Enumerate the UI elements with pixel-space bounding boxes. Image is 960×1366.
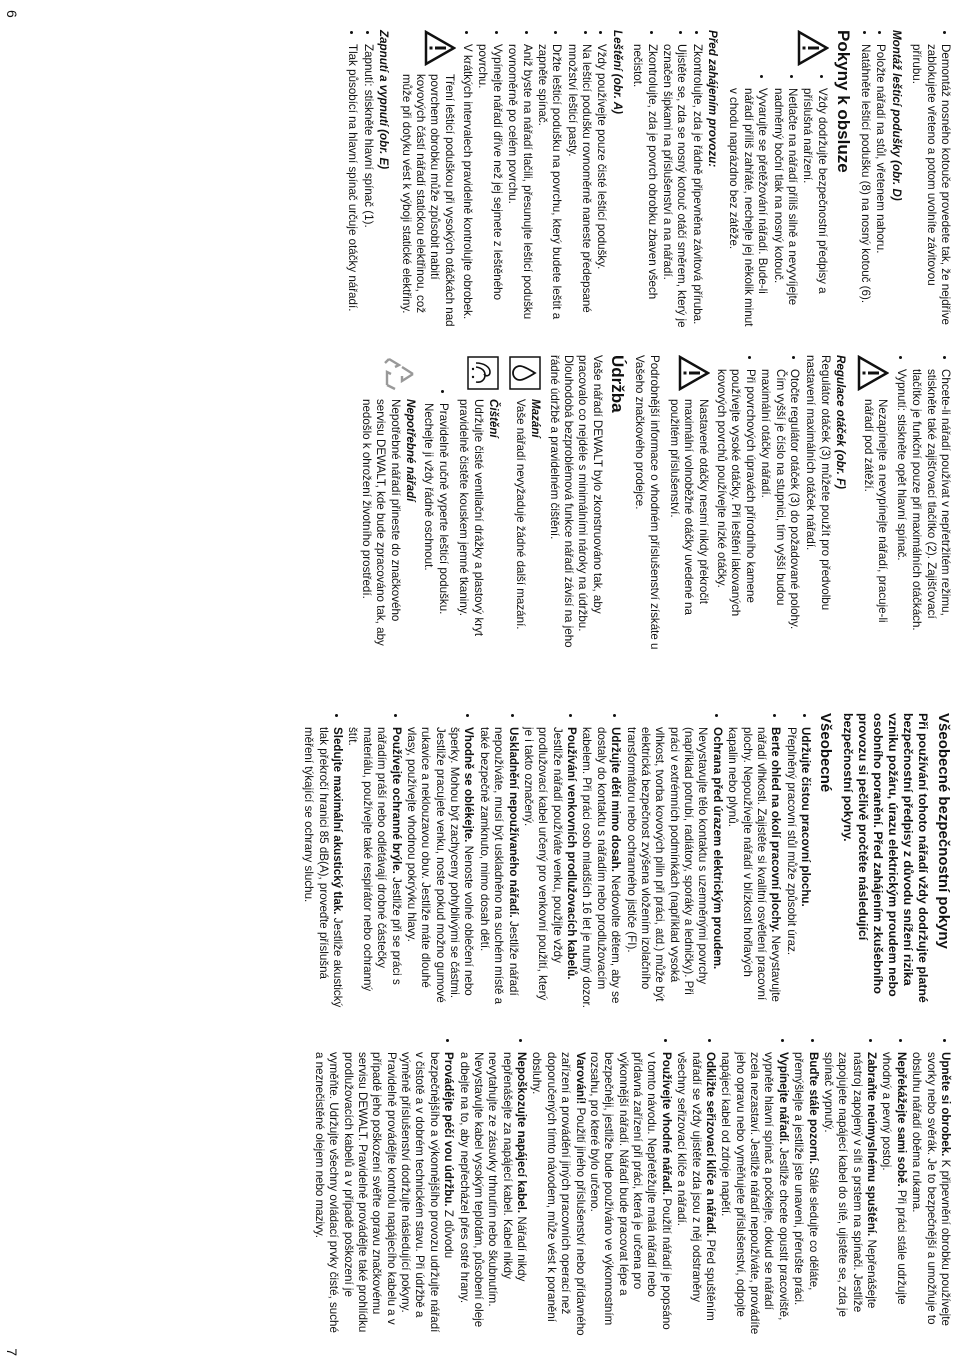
recycling-icon (357, 355, 418, 393)
cleaning-text: Udržujte čisté ventilační drážky a plastový kryt pravidelně čistěte kouskem jemné tkaniny. (457, 399, 485, 637)
page6-column-2 (353, 355, 952, 653)
item-text: Použití nářadí je popsáno v tomto návodu. Nepřetěžujte malá nářadí nebo přídavná zařízení při práci, která je určena pro výkonnější nářadí. Nářadí bude pracovat lépe a bezpečněji, jestliže bude používáno ve výkonnostním rozsahu, pro které bylo určeno. (588, 1052, 673, 1330)
list-item: • Při povrchových úpravách přírodního kamene používejte vysoké otáčky. Při leštění lakovaných kovových povrchů používejte nízké otáčky. (714, 369, 757, 653)
cleaning-hands-icon (454, 355, 500, 393)
item-text: Jestliže chcete opustit pracoviště, vypněte hlavní spínač a počkejte, dokud se nářadí zcela nezastaví. Jestliže nářadí nepoužíváte, provádíte jeho opravu nebo vyměňujete příslušenství, odpojte napájecí kabel od zdroje napětí. (719, 1052, 790, 1335)
warning-block-speed (665, 355, 710, 653)
list-item (718, 1052, 790, 1336)
item-text: Stále sledujte co děláte, přemýšlejte a jestliže jste unaveni, přerušte práci. (792, 1052, 820, 1306)
list-item (879, 1052, 908, 1336)
item-text: Při práci stále udržujte vhodný a pevný postoj. (880, 1052, 908, 1305)
cleaning-bullets (421, 355, 450, 653)
list-item: • Aniž byste na nářadí tlačili, přesunujte lešticí podušku rovnoměrně po celém povrchu. (505, 44, 534, 328)
item-text: Přeplněný pracovní stůl může způsobit úraz. (784, 727, 798, 956)
list-item (312, 1052, 456, 1336)
section-heading-general: Všeobecné (816, 713, 834, 793)
list-item (791, 1052, 820, 1336)
item-head: Provádějte péčí vou údržbu. (442, 1052, 456, 1207)
manual-page-7 (0, 683, 960, 1366)
item-head: Zabraňte neúmyslnému spuštění. (865, 1052, 879, 1237)
item-head: Nepřekážejte sami sobě. (894, 1052, 908, 1187)
mount-pad-bullets (858, 30, 888, 328)
list-item: • Demontáž nosného kotouče provedete tak, že nejdříve zablokujete vřeteno a potom uvolníte závitovou přírubu. (909, 44, 952, 328)
oil-drop-icon (504, 355, 542, 393)
item-text: Jestliže nářadí používáte venku, použijte vždy prodlužovací kabel určený pro venkovní použití, který je i takto označený. (521, 727, 564, 1001)
list-item (301, 727, 344, 1011)
item-head: Nepoškozujte napájecí kabel. (515, 1052, 529, 1214)
item-text: Nevystavujte nářadí vlhkosti. Zajistěte si kvalitní osvětlení pracovní plochy. Nepoužívejte nářadí v blízkosti hořlavých kapalin nebo plynů. (726, 727, 783, 1002)
static-electricity-warning: Tření lešticí poduškou při vysokých otáčkách nad povrchem obrobku může způsobit nabití kovových částí nářadí statickou elektřinou, což může při dotyku vést k výboji statické elektřiny. (399, 74, 456, 327)
item-text: Z důvodu bezpečnějšího a výkonnějšího provozu udržujte nářadí v čistotě a v dobrém technickém stavu. Při údržbě a výměně příslušenství dodržujte následující pokyny. Pravidelně provádějte kontrolu napájecího kabelu a v případě jeho poškození svěřte opravu značkovému servisu DEWALT. Pravidelně provádějte také prohlídku prodlužovacích kabelů a v případě poškození je vyměňte. Udržujte všechny ovládací prvky čisté, suché a neznečistěné olejem nebo mazivy. (312, 1052, 456, 1333)
list-item (623, 727, 724, 1011)
item-text: Nevystavujte tělo kontaktu s uzemněnými povrchy (například potrubí, radiátory, sporáky a ledničky). Při práci v extrémních podmínkách (například vysoká vlhkost, tvorba kovových pilin při práci, atd.) může být elektrická bezpečnost zvýšena vložením izolačního transformátoru nebo ochranného jističe (FI). (624, 727, 710, 1002)
page-number: 7 (4, 1348, 20, 1356)
warning-triangle-icon (665, 355, 710, 393)
list-item (529, 1052, 673, 1336)
section-heading-mount-pad: Montáž lešticí podušky (obr. D) (889, 30, 903, 201)
maintenance-text: Vaše nářadí DEWALT bylo zkonstruováno tak, aby pracovalo co nejdéle s minimálními nároky na údržbu. Dlouhodobá bezproblémová funkce nářadí závisí na jeho řádné údržbě a pravidelném čištění. (547, 355, 604, 648)
section-heading-disposal: Nepotřebné nářadí (404, 399, 418, 502)
page-number: 6 (4, 10, 20, 18)
warning-block-operation (725, 30, 829, 328)
operation-warning-bullets (725, 74, 829, 328)
list-item: • Pravidelně ručně vyperte lešticí podušku. Nechejte ji vždy řádně oschnout. (421, 403, 450, 653)
item-head: Používání venkovních prodlužovacích kabelů. (565, 727, 579, 980)
item-text: Použití jiného příslušenství nebo přídavného zařízení a provádění jiných pracovních operací než doporučených tímto návodem, může vést k poranění obsluhy. (530, 1052, 587, 1336)
item-head: Odkližte seřizovací klíče a nářadí. (704, 1052, 717, 1237)
list-item: • Vždy používejte pouze čisté lešticí podušky. (594, 44, 608, 328)
item-head: Vypínejte nářadí. (776, 1052, 790, 1145)
item-text: Jestliže nářadí nepoužíváte, musí být uskladněno na suchém místě a také bezpečně zamknuto, mimo dosah dětí. (477, 727, 520, 1005)
safety-intro: Při používání tohoto nářadí vždy dodržujte platné bezpečnostní předpisy z důvodu snížení rizika vzniku požáru, úrazu elektrickým proudem nebo osobního poranění. Před zahájením zkušebního provozu si pečlivě pročtěte následující bezpečnostní pokyny. (840, 713, 931, 1003)
cleaning-content (454, 399, 500, 653)
section-heading-maintenance: Údržba (607, 355, 627, 413)
page7-column-1 (300, 713, 952, 1011)
list-item: • Zkontrolujte, zda je povrch obrobku zbaven všech nečistot. (630, 44, 659, 328)
list-item: • Chcete-li nářadí používat v nepřetržitém režimu, stiskněte také zajišťovací tlačítko (2). Zajišťovací tlačítko je funkční pouze při maximálních otáčkách. (909, 369, 952, 653)
section-heading-before-operation: Před zahájením provozu: (706, 30, 720, 168)
item-head: Udržujte děti mimo dosah. (609, 727, 623, 872)
list-item (674, 1052, 717, 1336)
item-head: Ochrana před úrazem elektrickým proudem. (710, 727, 724, 970)
list-item: • Netlačte na nářadí příliš silně a nevyvíjejte nadměrný boční tlak na nosný kotouč. (770, 88, 799, 328)
section-heading-speed-control: Regulace otáček (obr. F) (834, 355, 848, 490)
item-head: Udržujte čistou pracovní plochu. (799, 727, 813, 907)
item-head: Vhodně se oblékejte. (462, 727, 476, 843)
warning-triangle-icon (853, 355, 889, 393)
section-heading-polishing: Leštění (obr. A) (610, 30, 624, 114)
section-heading-switch: Zapnutí a vypnutí (obr. E) (377, 30, 391, 170)
list-item (456, 1052, 528, 1336)
list-item (821, 1052, 879, 1336)
item-text: Nedovolte dětem, aby se dostaly do kontaktu s nářadím nebo prodlužovacím kabelem. Při práci osob mladších 16 let je nutný dozor. (580, 727, 623, 1008)
list-item: • V krátkých intervalech pravidelně kontrolujte obrobek. (460, 44, 474, 328)
continuous-mode-bullets (894, 355, 953, 653)
list-item: • Držte lešticí podušku na povrchu, který budete leštit a zapněte spínač. (535, 44, 564, 328)
lubrication-content (504, 399, 542, 653)
item-head: Používejte vhodné nářadí. (659, 1052, 673, 1196)
speed-limit-warning: Nastavené otáčky nesmí nikdy překročit maximální volnoběžné otáčky uvedené na použitém příslušenství. (668, 399, 710, 615)
safety-list-continued (312, 1038, 953, 1336)
item-text: Nenoste volné oblečení nebo šperky. Mohou být zachyceny pohyblivými se částmi. Jestliže pracujete venku, noste pokud možno gumové rukavice a neklouzavou obuv. Jestliže máte dlouhé vlasy, používejte vhodnou pokrývku hlavy. (404, 727, 476, 1003)
item-head: Používejte ochranné brýle. (389, 727, 403, 874)
list-item: • Zkontrolujte, zda je řádně připevněna závitová příruba. (689, 44, 703, 328)
list-item (909, 1052, 952, 1336)
list-item: • Ujistěte se, zda se nosný kotouč otáčí směrem, který je označen šipkami na příslušenství a na nářadí. (660, 44, 689, 328)
section-heading-cleaning: Čištění (486, 399, 500, 438)
list-item: • Položte nářadí na stůl, vřetenem nahoru. (873, 44, 887, 328)
switch-bullets (345, 30, 375, 328)
list-item (725, 727, 783, 1011)
list-item: • Vyvarujte se přetěžování nářadí. Bude-li nářadí příliš zahřáté, nechejte jej několik minut v chodu naprázdno bez zátěže. (726, 88, 769, 328)
warning-triangle-icon (396, 30, 456, 68)
warning-block-static (396, 30, 456, 328)
page7-column-2 (311, 1038, 953, 1336)
general-safety-list (301, 713, 812, 1011)
section-heading-operating-instructions: Pokyny k obsluze (833, 30, 853, 173)
page6-column-1 (344, 30, 952, 328)
warning-triangle-icon (725, 30, 829, 68)
list-item: • Vypínejte nářadí dříve než jej sejmete z leštěného povrchu. (475, 44, 504, 328)
item-text: Jestliže akustický tlak překročí hranici 85 dB(A), proveďte příslušná měření týkající se ochrany sluchu. (302, 727, 345, 1008)
item-text: Nářadí nikdy nepřenášejte za napájecí kabel. Kabel nikdy nevytahujte ze zásuvky trhnutím nebo škubnutím. Nevystavujte kabel vysokým teplotám, působení oleje a dbejte na to, aby nepřecházel přes ostré hrany. (457, 1052, 529, 1328)
lubrication-block (504, 355, 542, 653)
polishing-bullets (460, 30, 609, 328)
page6-top-bullets (909, 30, 952, 328)
list-item (521, 727, 579, 1011)
list-item: • Tlak působící na hlavní spínač určuje otáčky nářadí. (345, 44, 359, 328)
item-text: Nepřenášejte nástroj zapojený v síti s prstem na spínači. Jestliže zapojujete napájecí kabel do sítě, ujistěte se, zda je spínač vypnutý. (822, 1052, 879, 1317)
list-item (476, 727, 519, 1011)
item-text: K připevnění obrobku používejte svorky nebo svěrák. Je to bezpečnější a umožňuje to obsluhu nářadí oběma rukama. (910, 1052, 952, 1326)
item-head: Varování! (573, 1052, 587, 1105)
list-item (404, 727, 476, 1011)
list-item (345, 727, 403, 1011)
list-item (783, 727, 812, 1011)
item-head: Sledujte maximální akustický tlak. (331, 727, 345, 915)
speed-control-text: Regulátor otáček (3) můžete použít pro předvolbu nastavení maximálních otáček nářadí. (804, 355, 832, 611)
accessories-info-text: Podrobnější informace o vhodném příslušenství získáte u Vašeho značkového prodejce. (633, 355, 661, 650)
item-head: Upněte si obrobek. (939, 1052, 952, 1157)
disposal-block (357, 355, 418, 653)
disposal-content (357, 399, 418, 653)
lubrication-text: Vaše nářadí nevyžaduje žádné další mazání. (513, 399, 527, 630)
warning-block-load (853, 355, 889, 653)
list-item: • Vypnutí: stiskněte opět hlavní spínač. (894, 369, 908, 653)
list-item: • Otočte regulátor otáček (3) do požadované polohy. Čím vyšší je číslo na stupnici, tím vyšší budou maximální otáčky nářadí. (758, 369, 801, 653)
disposal-text: Nepotřebné nářadí přineste do značkového servisu DEWALT, kde bude zpracováno tak, aby nedošlo k ohrožení životního prostředí. (359, 399, 402, 646)
item-head: Buďte stále pozorní. (806, 1052, 820, 1165)
list-item: • Vždy dodržujte bezpečnostní předpisy a příslušná nařízení. (800, 88, 829, 328)
speed-control-bullets (714, 355, 801, 653)
list-item: • Natáhněte lešticí podušku (8) na nosný kotouč (6). (858, 44, 872, 328)
list-item: • Na lešticí podušku rovnoměrně naneste předepsané množství lešticí pasty. (564, 44, 593, 328)
item-text: Před spuštěním nářadí se vždy ujistěte zda jsou z něj odstraněny všechny seřizovací klíče a nářadí. (675, 1052, 717, 1321)
item-text: Jestliže při se práci s nářadím práší nebo odlétávají drobné částečky materiálu, používejte také respirátor nebo ochranný štít. (346, 727, 403, 992)
page-title: Všeobecné bezpečnostní pokyny (935, 713, 952, 949)
item-head: Berte ohled na okolí pracovní plochy. (769, 727, 783, 933)
cleaning-block (454, 355, 500, 653)
list-item (579, 727, 622, 1011)
load-switch-warning: Nezapínejte a nevypínejte nářadí, pracuje-li nářadí pod zátěží. (862, 399, 890, 623)
item-head: Uskladnění nepoužívaného nářadí. (506, 727, 520, 918)
list-item: • Zapnutí: stiskněte hlavní spínač (1). (360, 44, 374, 328)
section-heading-lubrication: Mazání (529, 399, 543, 438)
before-operation-bullets (630, 30, 704, 328)
